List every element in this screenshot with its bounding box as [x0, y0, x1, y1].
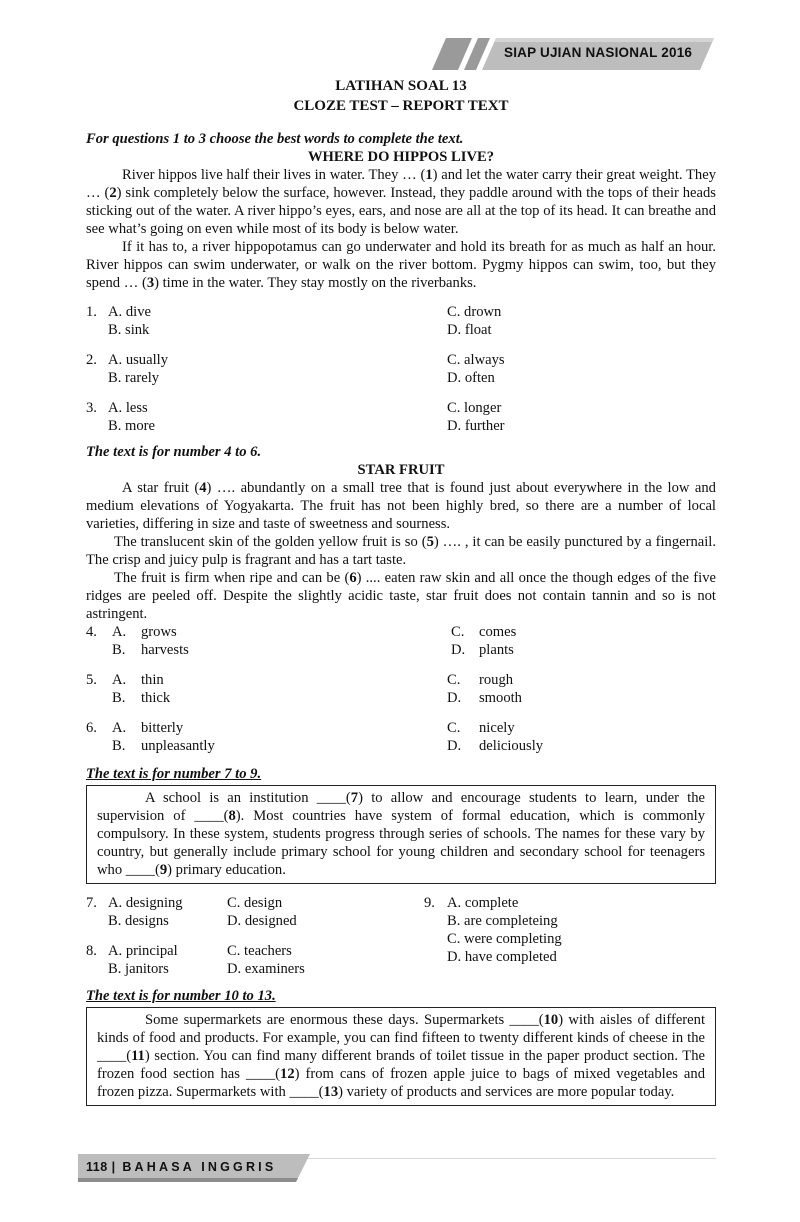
question-2: 2. A. usually B. rarely C. always D. often: [86, 352, 505, 386]
school-paragraph: A school is an institution ____(7) to allow and encourage students to learn, under the supervision of ____(8). Most countries have system of formal education, which is commonly compulsory. In these system, students progress through series of schools. The names for these vary by country, but generally include primary school for young children and secondary school for teenagers who ____(9) primary education.: [97, 790, 705, 878]
instruction-1-3: For questions 1 to 3 choose the best words to complete the text.: [86, 131, 464, 147]
option-5a[interactable]: thin: [141, 672, 164, 688]
option-6a[interactable]: bitterly: [141, 720, 184, 736]
option-5d[interactable]: smooth: [479, 690, 522, 706]
page-number: 118 |: [86, 1160, 116, 1174]
option-3c[interactable]: C. longer: [447, 400, 502, 416]
option-1a[interactable]: A. dive: [108, 304, 151, 320]
option-1d[interactable]: D. float: [447, 322, 492, 338]
page-subtitle: CLOZE TEST – REPORT TEXT: [293, 98, 509, 114]
instruction-10-13: The text is for number 10 to 13.: [86, 988, 276, 1004]
option-7d[interactable]: D. designed: [227, 913, 297, 929]
option-6b[interactable]: unpleasantly: [141, 738, 215, 754]
hippo-paragraph-2: If it has to, a river hippopotamus can go underwater and hold its breath for as much as half an hour. River hippos can swim underwater, or walk on the river bottom. Pygmy hippos can swim, too, but they spend … (3) time in the water. They stay mostly on the riverbanks.: [86, 239, 716, 291]
worksheet: [86, 76, 716, 1106]
option-1b[interactable]: B. sink: [108, 322, 150, 338]
passage-title-star-fruit: STAR FRUIT: [357, 462, 445, 478]
subject-name: BAHASA INGGRIS: [122, 1160, 277, 1174]
option-7b[interactable]: B. designs: [108, 913, 169, 929]
option-9a[interactable]: A. complete: [447, 895, 519, 911]
option-4a[interactable]: grows: [141, 624, 177, 640]
school-text-box: [86, 785, 716, 884]
option-8c[interactable]: C. teachers: [227, 943, 292, 959]
banner-title: SIAP UJIAN NASIONAL 2016: [504, 45, 693, 60]
option-4b[interactable]: harvests: [141, 642, 189, 658]
option-8d[interactable]: D. examiners: [227, 961, 305, 977]
option-2b[interactable]: B. rarely: [108, 370, 160, 386]
supermarket-paragraph: Some supermarkets are enormous these days. Supermarkets ____(10) with aisles of different kinds of food and products. For example, you can find fifteen to twenty different kinds of cheese in the ____(11) section. You can find many different brands of toilet tissue in the paper product section. The frozen food section has ____(12) from cans of frozen apple juice to bags of mixed vegetables and frozen pizza. Supermarkets with ____(13) variety of products and services are more popular today.: [97, 1012, 705, 1100]
option-8b[interactable]: B. janitors: [108, 961, 169, 977]
option-6c[interactable]: nicely: [479, 720, 515, 736]
option-7c[interactable]: C. design: [227, 895, 283, 911]
option-7a[interactable]: A. designing: [108, 895, 183, 911]
option-9c[interactable]: C. were completing: [447, 931, 562, 947]
header-banner: [432, 38, 714, 70]
page-title: LATIHAN SOAL 13: [335, 78, 467, 94]
supermarket-text-box: [86, 1007, 716, 1106]
instruction-7-9: The text is for number 7 to 9.: [86, 766, 262, 782]
question-1: 1. A. dive B. sink C. drown D. float: [86, 304, 502, 338]
question-3: 3. A. less B. more C. longer D. further: [86, 400, 505, 434]
option-2a[interactable]: A. usually: [108, 352, 168, 368]
footer-divider: [300, 1158, 716, 1159]
question-4: 4. A. grows B. harvests C. comes D. plants: [86, 624, 517, 658]
option-2d[interactable]: D. often: [447, 370, 495, 386]
instruction-4-6: The text is for number 4 to 6.: [86, 444, 262, 460]
starfruit-paragraph-3: The fruit is firm when ripe and can be (6) .... eaten raw skin and all once the though edges of the five ridges are peeled off. Despite the slightly acidic taste, star fruit does not contain tannin and so is not astringent.: [86, 570, 716, 622]
option-9d[interactable]: D. have completed: [447, 949, 557, 965]
option-3b[interactable]: B. more: [108, 418, 156, 434]
option-8a[interactable]: A. principal: [108, 943, 178, 959]
questions-7-9: 7. A. designing B. designs C. design D. designed 8. A. principal B. janitors C. teachers D. examiners 9. A. complete B. are completeing C. were completing D. have completed: [86, 895, 562, 977]
option-3d[interactable]: D. further: [447, 418, 505, 434]
hippo-paragraph-1: River hippos live half their lives in water. They … (1) and let the water carry their great weight. They … (2) sink completely below the surface, however. Instead, they paddle around with the tops of their heads sticking out of the water. A river hippo’s eyes, ears, and nose are all at the top of its head. It can breathe and see what’s going on even while most of its body is below water.: [86, 167, 716, 237]
starfruit-paragraph-2: The translucent skin of the golden yellow fruit is so (5) …. , it can be easily punctured by a fingernail. The crisp and juicy pulp is fragrant and has a tart taste.: [86, 534, 716, 568]
option-4c[interactable]: comes: [479, 624, 517, 640]
footer-label: [86, 1160, 276, 1174]
option-5b[interactable]: thick: [141, 690, 171, 706]
passage-title-hippos: WHERE DO HIPPOS LIVE?: [307, 149, 495, 165]
footer-tab: [78, 1154, 310, 1182]
option-5c[interactable]: rough: [479, 672, 514, 688]
option-1c[interactable]: C. drown: [447, 304, 502, 320]
option-2c[interactable]: C. always: [447, 352, 505, 368]
option-9b[interactable]: B. are completeing: [447, 913, 558, 929]
question-5: 5. A. thin B. thick C. rough D. smooth: [86, 672, 522, 706]
option-6d[interactable]: deliciously: [479, 738, 544, 754]
option-4d[interactable]: plants: [479, 642, 514, 658]
question-6: 6. A. bitterly B. unpleasantly C. nicely D. deliciously: [86, 720, 544, 754]
option-3a[interactable]: A. less: [108, 400, 148, 416]
starfruit-paragraph-1: A star fruit (4) …. abundantly on a small tree that is found just about everywhere in the low and medium elevations of Yogyakarta. The fruit has not been highly bred, so there are a number of local varieties, differing in size and taste of sweetness and sourness.: [86, 480, 716, 532]
